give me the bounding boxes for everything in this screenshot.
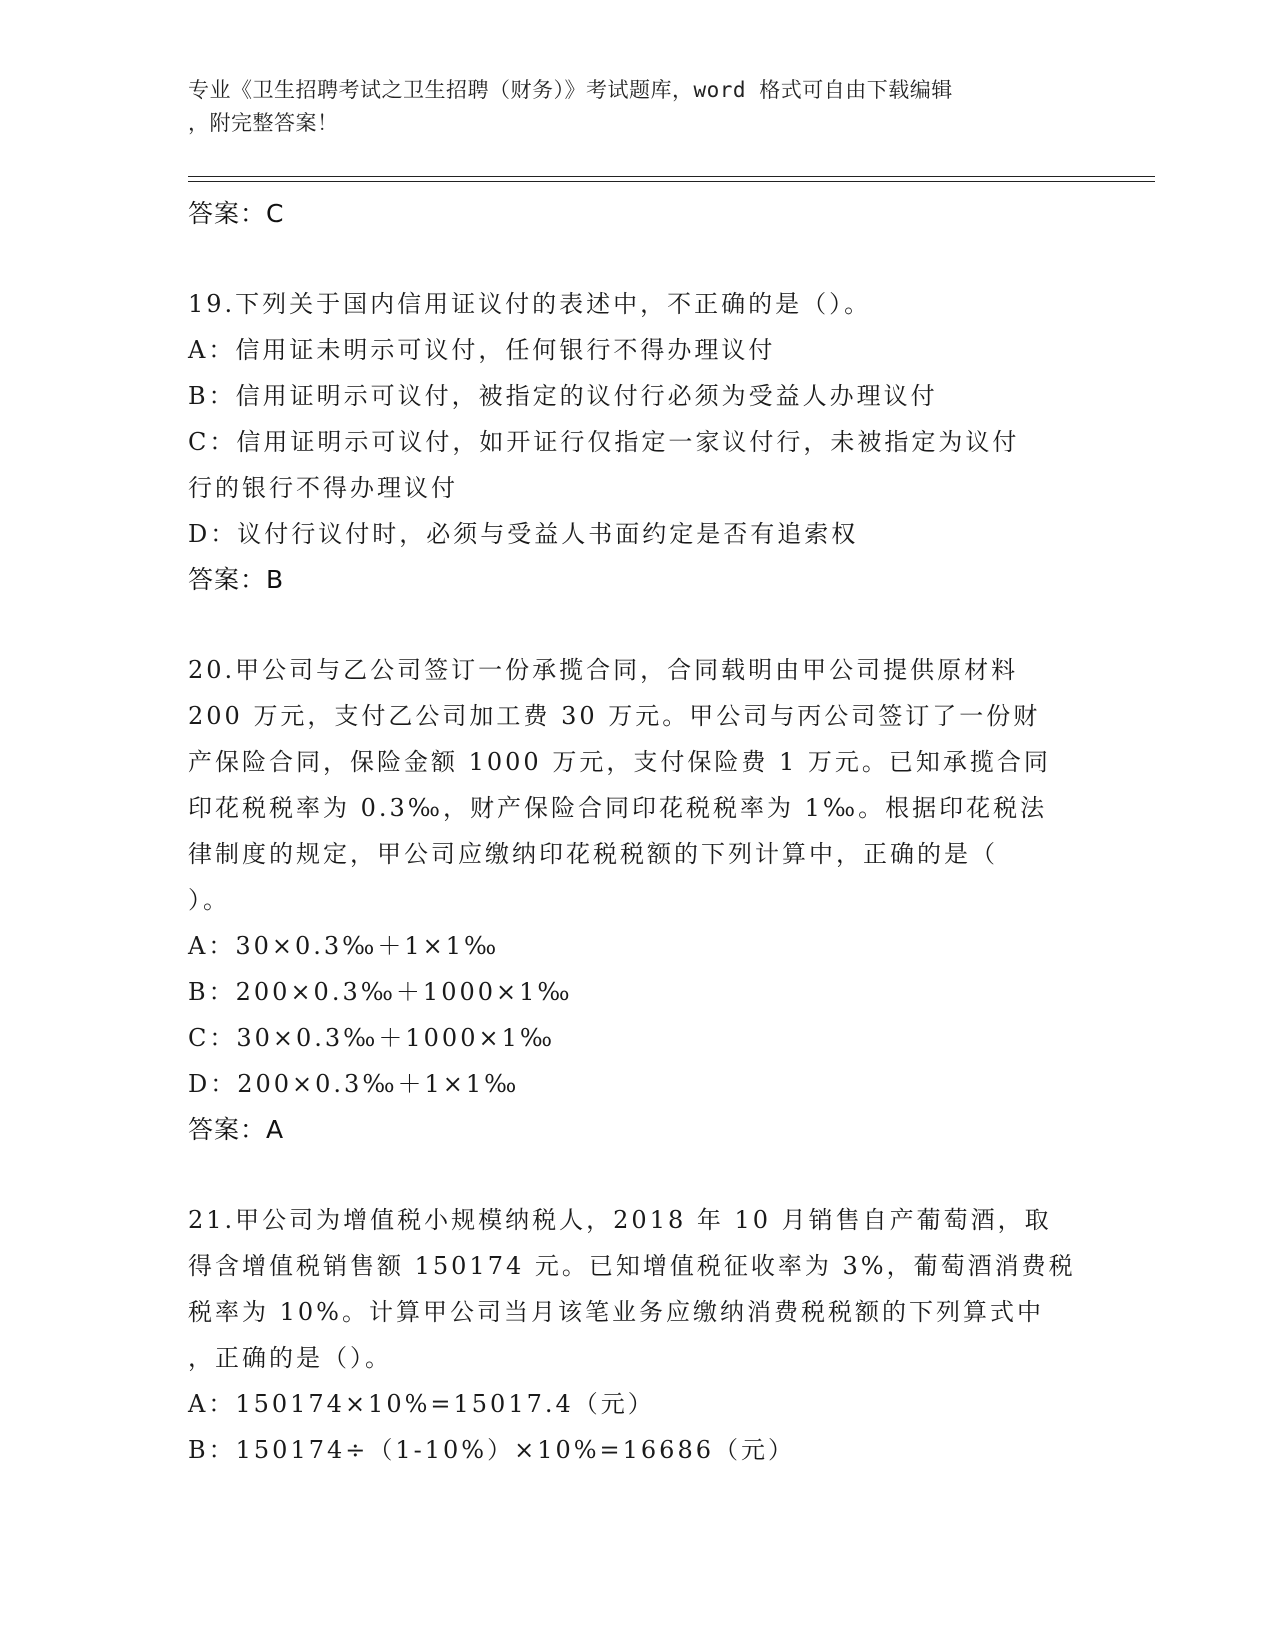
question-19-option-c-line-2: 行的银行不得办理议付 [188, 474, 458, 502]
answer-20: 答案：A [188, 1115, 285, 1144]
question-19-option-c-line-1: C：信用证明示可议付，如开证行仅指定一家议付行，未被指定为议付 [188, 428, 1020, 456]
spacer [188, 603, 1088, 647]
question-21-option-a: A：150174×10%=15017.4（元） [188, 1390, 655, 1418]
question-20-stem-line-2: 200 万元，支付乙公司加工费 30 万元。甲公司与丙公司签订了一份财 [188, 702, 1041, 730]
question-20-stem-line-6: ）。 [188, 886, 230, 914]
spacer [188, 237, 1088, 281]
question-20-stem-line-4: 印花税税率为 0.3‰，财产保险合同印花税税率为 1‰。根据印花税法 [188, 794, 1048, 822]
question-21-stem-line-4: ，正确的是（）。 [188, 1344, 392, 1372]
question-20-option-c: C：30×0.3‰＋1000×1‰ [188, 1024, 556, 1052]
question-20-option-d: D：200×0.3‰＋1×1‰ [188, 1070, 520, 1098]
question-19-stem: 19.下列关于国内信用证议付的表述中，不正确的是（）。 [188, 290, 872, 318]
document-header [188, 74, 1068, 140]
question-19 [188, 281, 1088, 603]
answer-19: 答案：B [188, 565, 285, 594]
question-21-option-b: B：150174÷（1-10%）×10%=16686（元） [188, 1436, 795, 1464]
question-20-option-b: B：200×0.3‰＋1000×1‰ [188, 978, 573, 1006]
question-21-stem-line-2: 得含增值税销售额 150174 元。已知增值税征收率为 3%，葡萄酒消费税 [188, 1252, 1076, 1280]
spacer [188, 1153, 1088, 1197]
question-21-stem-line-1: 21.甲公司为增值税小规模纳税人，2018 年 10 月销售自产葡萄酒，取 [188, 1206, 1052, 1234]
question-19-option-d: D：议付行议付时，必须与受益人书面约定是否有追索权 [188, 520, 859, 548]
question-21-stem-line-3: 税率为 10%。计算甲公司当月该笔业务应缴纳消费税税额的下列算式中 [188, 1298, 1044, 1326]
question-19-option-a: A：信用证未明示可议付，任何银行不得办理议付 [188, 336, 776, 364]
question-21 [188, 1197, 1088, 1473]
header-line-2: ，附完整答案！ [188, 111, 339, 135]
header-divider-top [188, 176, 1155, 177]
answer-18: 答案：C [188, 199, 285, 228]
header-line-1: 专业《卫生招聘考试之卫生招聘（财务）》考试题库，word 格式可自由下载编辑 [188, 78, 953, 102]
question-19-option-b: B：信用证明示可议付，被指定的议付行必须为受益人办理议付 [188, 382, 938, 410]
question-20-stem-line-3: 产保险合同，保险金额 1000 万元，支付保险费 1 万元。已知承揽合同 [188, 748, 1051, 776]
question-20-option-a: A：30×0.3‰＋1×1‰ [188, 932, 500, 960]
question-20-stem-line-1: 20.甲公司与乙公司签订一份承揽合同，合同载明由甲公司提供原材料 [188, 656, 1019, 684]
question-20 [188, 647, 1088, 1153]
question-content [188, 191, 1088, 1473]
header-divider-bottom [188, 181, 1155, 182]
question-20-stem-line-5: 律制度的规定，甲公司应缴纳印花税税额的下列计算中，正确的是（ [188, 840, 998, 868]
